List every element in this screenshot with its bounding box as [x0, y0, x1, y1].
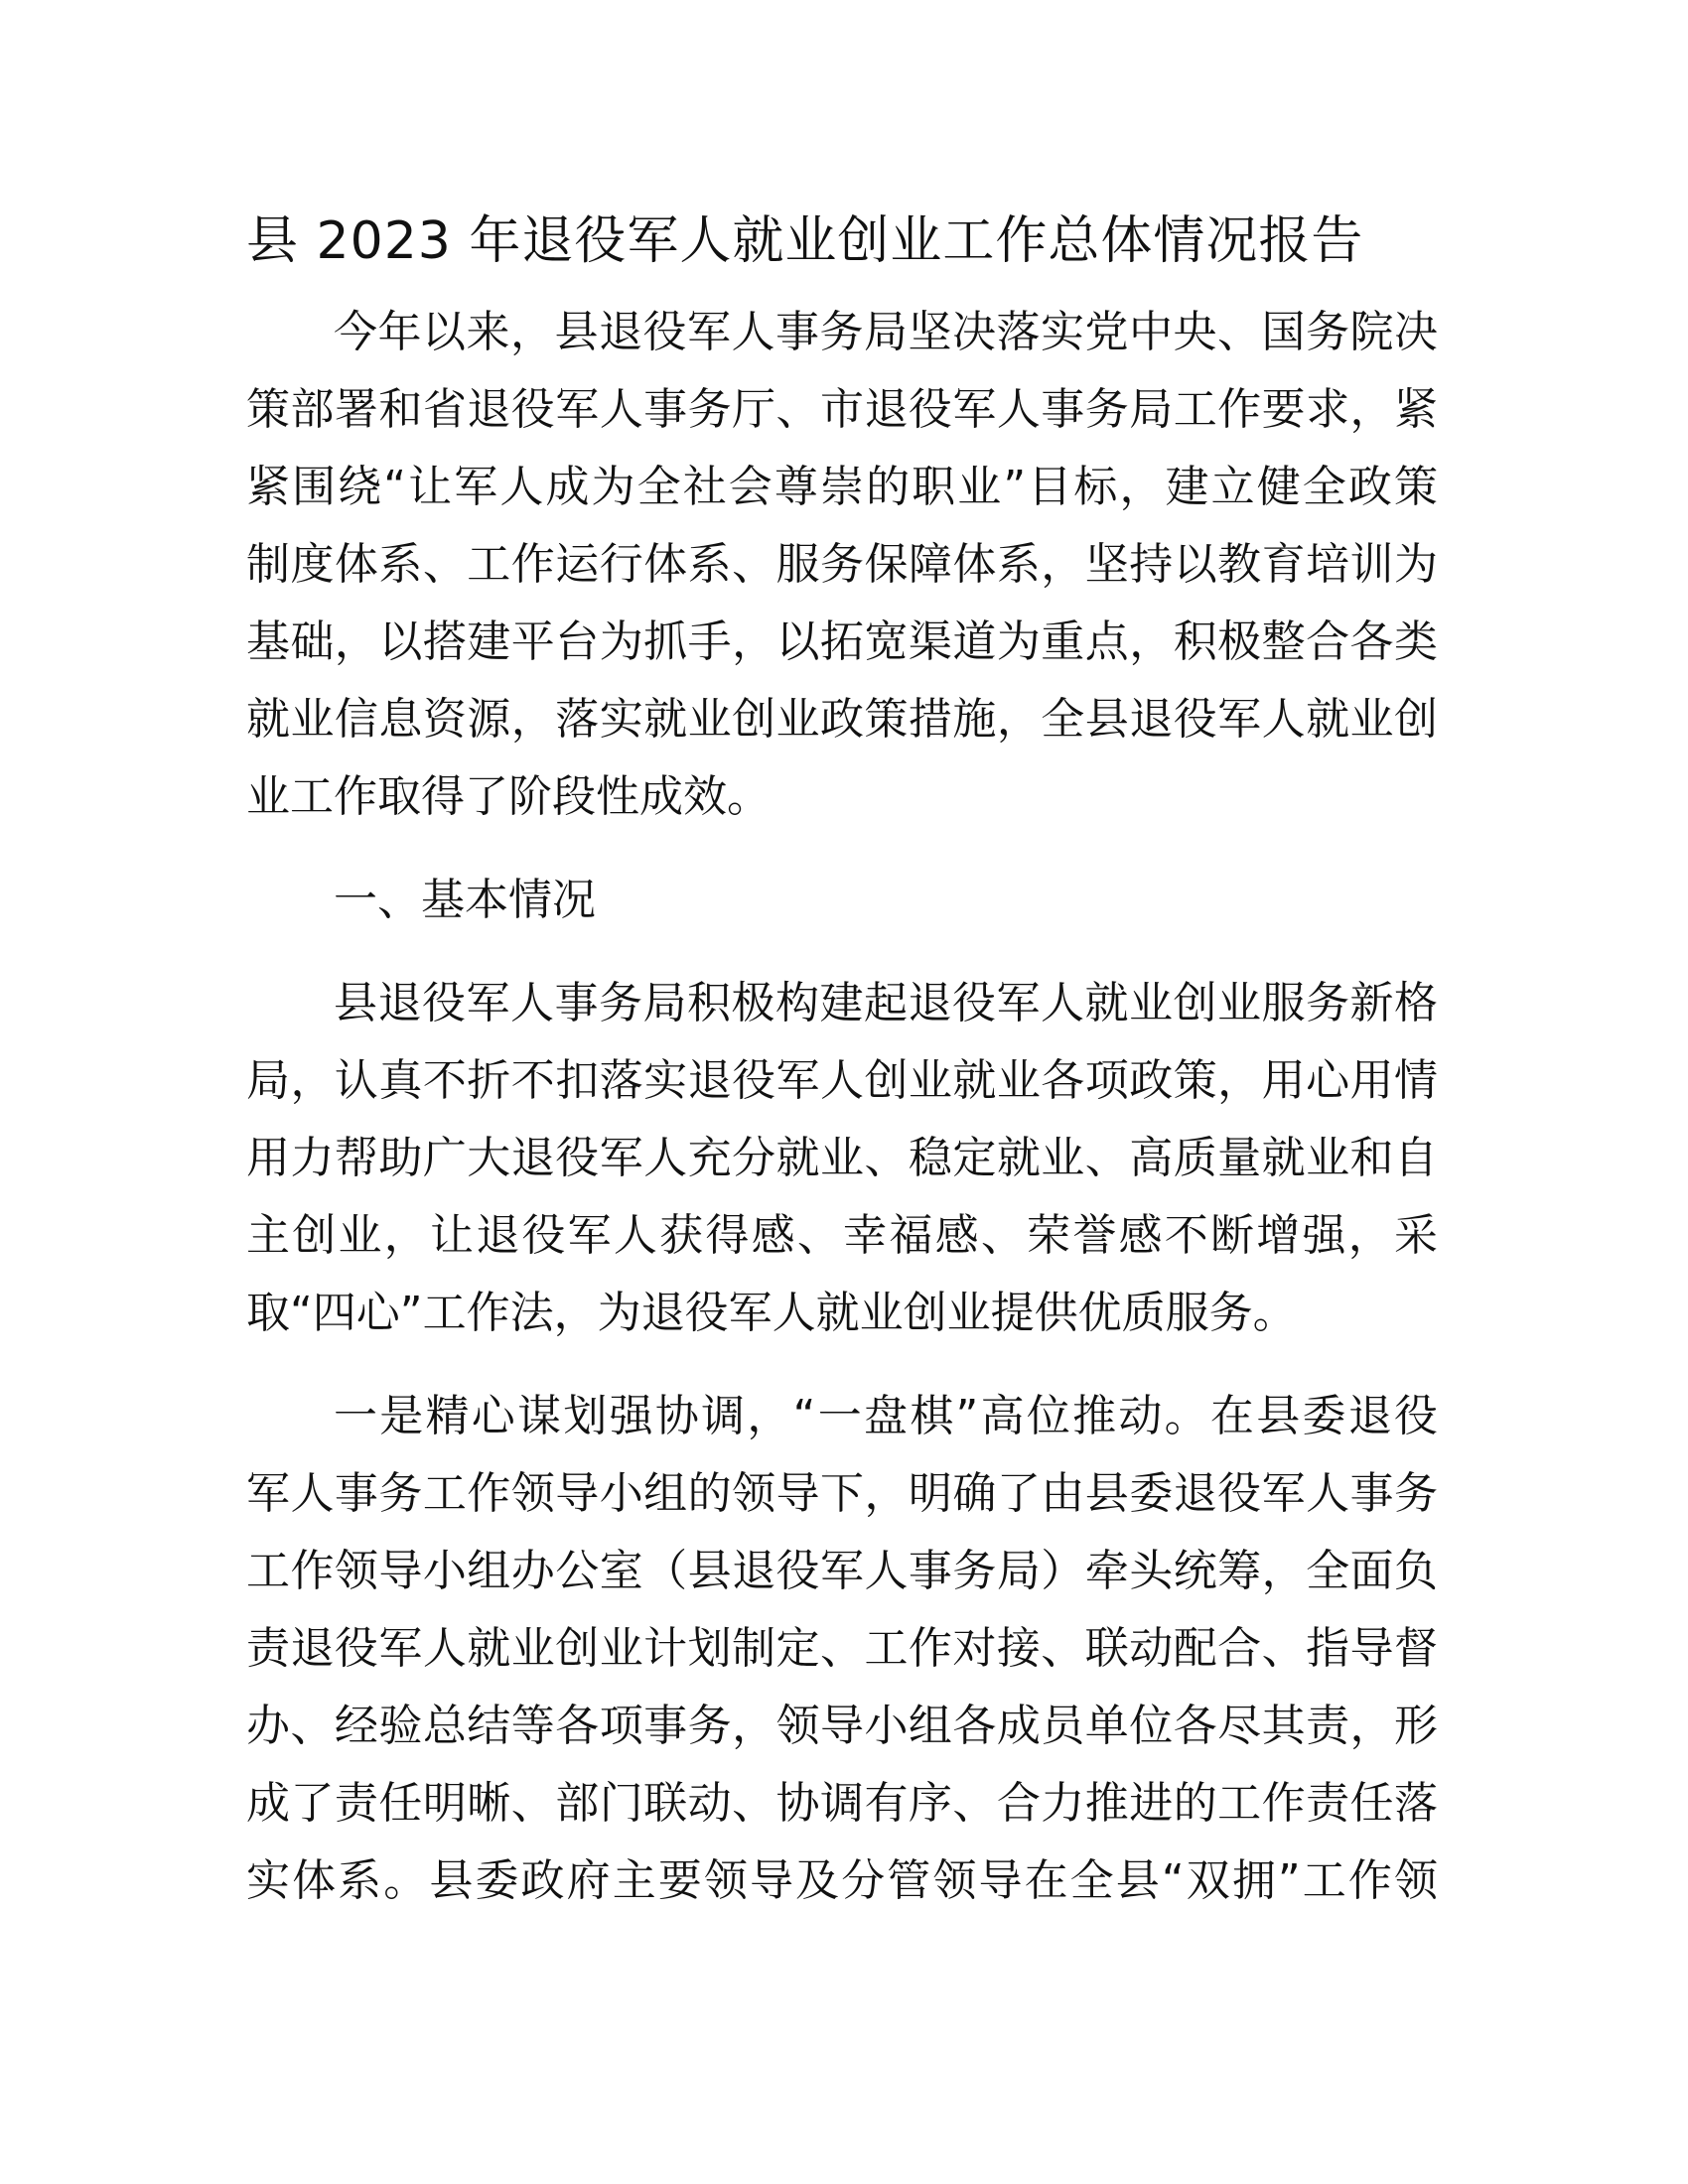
text-line: 基础，以搭建平台为抓手，以拓宽渠道为重点，积极整合各类: [246, 616, 1438, 667]
document-body: [246, 294, 1438, 1920]
text-line: 责退役军人就业创业计划制定、工作对接、联动配合、指导督: [246, 1623, 1438, 1674]
text-line: 策部署和省退役军人事务厅、市退役军人事务局工作要求，紧: [246, 384, 1438, 435]
text-line: 就业信息资源，落实就业创业政策措施，全县退役军人就业创: [246, 694, 1438, 745]
paragraph-intro: [246, 294, 1438, 836]
text-line: 业工作取得了阶段性成效。: [246, 771, 771, 822]
paragraph-first-measure: [246, 1378, 1438, 1920]
text-line: 主创业，让退役军人获得感、幸福感、荣誉感不断增强，采: [246, 1210, 1438, 1261]
text-line: 办、经验总结等各项事务，领导小组各成员单位各尽其责，形: [246, 1701, 1438, 1751]
document-title: 县 2023 年退役军人就业创业工作总体情况报告: [246, 211, 1364, 271]
text-line: 工作领导小组办公室（县退役军人事务局）牵头统筹，全面负: [246, 1546, 1438, 1596]
section-heading: [246, 862, 1438, 939]
text-line: 今年以来，县退役军人事务局坚决落实党中央、国务院决: [334, 307, 1438, 357]
paragraph-basic-situation: [246, 965, 1438, 1352]
text-line: 紧围绕“让军人成为全社会尊崇的职业”目标，建立健全政策: [246, 462, 1438, 512]
text-line: 成了责任明晰、部门联动、协调有序、合力推进的工作责任落: [246, 1778, 1438, 1829]
text-line: 军人事务工作领导小组的领导下，明确了由县委退役军人事务: [246, 1468, 1438, 1519]
text-line: 取“四心”工作法，为退役军人就业创业提供优质服务。: [246, 1288, 1297, 1338]
text-line: 制度体系、工作运行体系、服务保障体系，坚持以教育培训为: [246, 539, 1438, 590]
text-line: 一是精心谋划强协调，“一盘棋”高位推动。在县委退役: [334, 1391, 1438, 1441]
section-heading-text: 一、基本情况: [334, 875, 596, 925]
text-line: 实体系。县委政府主要领导及分管领导在全县“双拥”工作领: [246, 1855, 1438, 1906]
text-line: 用力帮助广大退役军人充分就业、稳定就业、高质量就业和自: [246, 1133, 1438, 1183]
text-line: 局，认真不折不扣落实退役军人创业就业各项政策，用心用情: [246, 1055, 1438, 1106]
text-line: 县退役军人事务局积极构建起退役军人就业创业服务新格: [334, 978, 1438, 1028]
